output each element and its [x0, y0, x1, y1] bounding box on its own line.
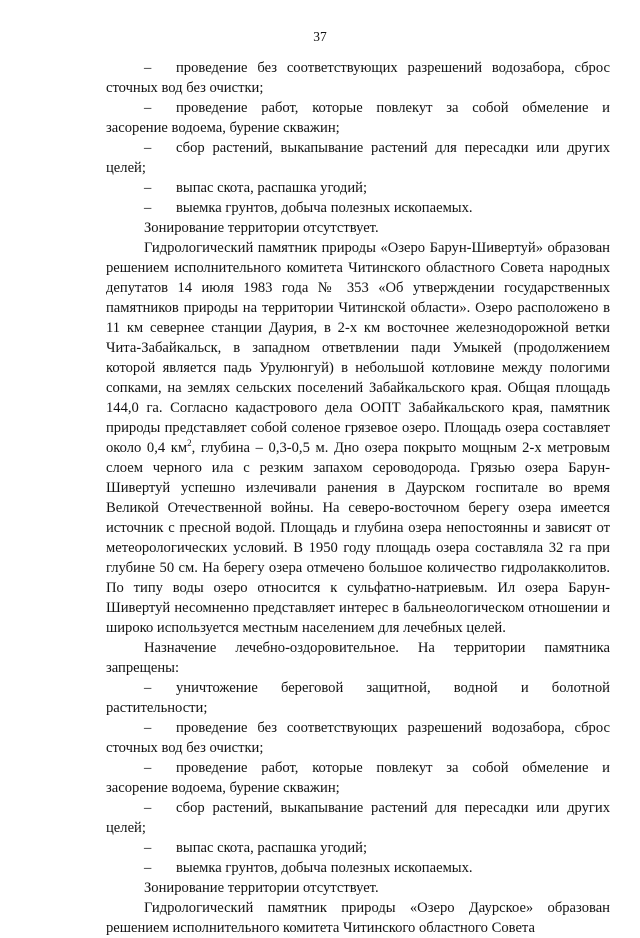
list-item-text: проведение работ, которые повлекут за собой обмеление и [176, 760, 610, 776]
list-item-continuation: засорение водоема, бурение скважин; [106, 780, 340, 796]
list-item [106, 58, 610, 98]
paragraph: Назначение лечебно-оздоровительное. На территории памятника запрещены: [106, 640, 610, 676]
dash: – [144, 60, 152, 76]
paragraph: Зонирование территории отсутствует. [144, 880, 379, 896]
dash: – [144, 100, 152, 116]
list-item-text: проведение работ, которые повлекут за собой обмеление и [176, 100, 610, 116]
paragraph: Гидрологический памятник природы «Озеро Даурское» образован решением исполнительного комитета Читинского областного Совета [106, 900, 610, 936]
list-item [106, 858, 610, 878]
list-item [106, 138, 610, 178]
list-item [106, 838, 610, 858]
paragraph: Зонирование территории отсутствует. [144, 220, 379, 236]
list-item [106, 198, 610, 218]
list-item-continuation: целей; [106, 160, 146, 176]
dash: – [144, 760, 152, 776]
paragraph-text-continued: Дно озера покрыто мощным 2-х метровым слоем черного ила с резким запахом сероводорода. Грязью озера Барун-Шивертуй успешно излечивали ранения в Даурском госпитале во время Великой Отечественной войны. На северо-восточном берегу озера имеется источник с пресной водой. Площадь и глубина озера непостоянны и зависят от метеорологических условий. В 1950 году площадь озера составляла 32 га при глубине 50 см. На берегу озера отмечено большое количество гидролакколитов. По типу воды озеро относится к сульфатно-натриевым. Ил озера Барун-Шивертуй несомненно представляет интерес в бальнеологическом отношении и широко используется местным населением для лечебных целей. [106, 440, 611, 636]
paragraph-text: Гидрологический памятник природы «Озеро Барун-Шивертуй» образован решением исполнительного комитета Читинского областного Совета народных депутатов 14 июля 1983 года № 353 «Об утверждении государственных памятников природы на территории Читинской области». Озеро расположено в 11 км севернее станции Даурия, в 2-х км восточнее железнодорожной ветки Чита-Забайкальск, в западном ответвлении пади Умыкей (продолжением которой является падь Урулюнгуй) в небольшой котловине между пологими сопками, на землях сельских поселений Забайкальского края. Общая площадь 144,0 га. Согласно кадастрового дела ООПТ Забайкальского края, памятник природы представляет собой соленое грязевое озеро. Площадь озера составляет около 0,4 км [106, 240, 610, 456]
list-item [106, 718, 610, 758]
dash: – [144, 200, 152, 216]
dash: – [144, 680, 152, 696]
list-item-text: выемка грунтов, добыча полезных ископаемых. [176, 200, 473, 216]
list-item-continuation: засорение водоема, бурение скважин; [106, 120, 340, 136]
list-item [106, 98, 610, 138]
page-number: 37 [313, 29, 327, 44]
dash: – [144, 840, 152, 856]
list-item-text: выемка грунтов, добыча полезных ископаемых. [176, 860, 473, 876]
dash: – [144, 140, 152, 156]
dash: – [144, 800, 152, 816]
list-item-text: проведение без соответствующих разрешений водозабора, сброс [176, 60, 610, 76]
list-item-text: проведение без соответствующих разрешений водозабора, сброс [176, 720, 610, 736]
list-item-text: выпас скота, распашка угодий; [176, 840, 368, 856]
dash: – [144, 860, 152, 876]
list-item-text: выпас скота, распашка угодий; [176, 180, 368, 196]
list-item-text: уничтожение береговой защитной, водной и болотной [176, 680, 610, 696]
list-item-continuation: целей; [106, 820, 146, 836]
list-item-continuation: растительности; [106, 700, 208, 716]
list-item-text: сбор растений, выкапывание растений для пересадки или других [176, 800, 610, 816]
paragraph-barun-shivertuy [106, 238, 610, 638]
list-item [106, 758, 610, 798]
paragraph-text-tail: , глубина – 0,3-0,5 м. [191, 440, 329, 456]
dash: – [144, 720, 152, 736]
list-item [106, 798, 610, 838]
list-item [106, 178, 610, 198]
list-item [106, 678, 610, 718]
list-item-continuation: сточных вод без очистки; [106, 740, 264, 756]
list-item-text: сбор растений, выкапывание растений для пересадки или других [176, 140, 610, 156]
dash: – [144, 180, 152, 196]
document-body [106, 58, 610, 938]
list-item-continuation: сточных вод без очистки; [106, 80, 264, 96]
superscript: 2 [187, 438, 192, 449]
